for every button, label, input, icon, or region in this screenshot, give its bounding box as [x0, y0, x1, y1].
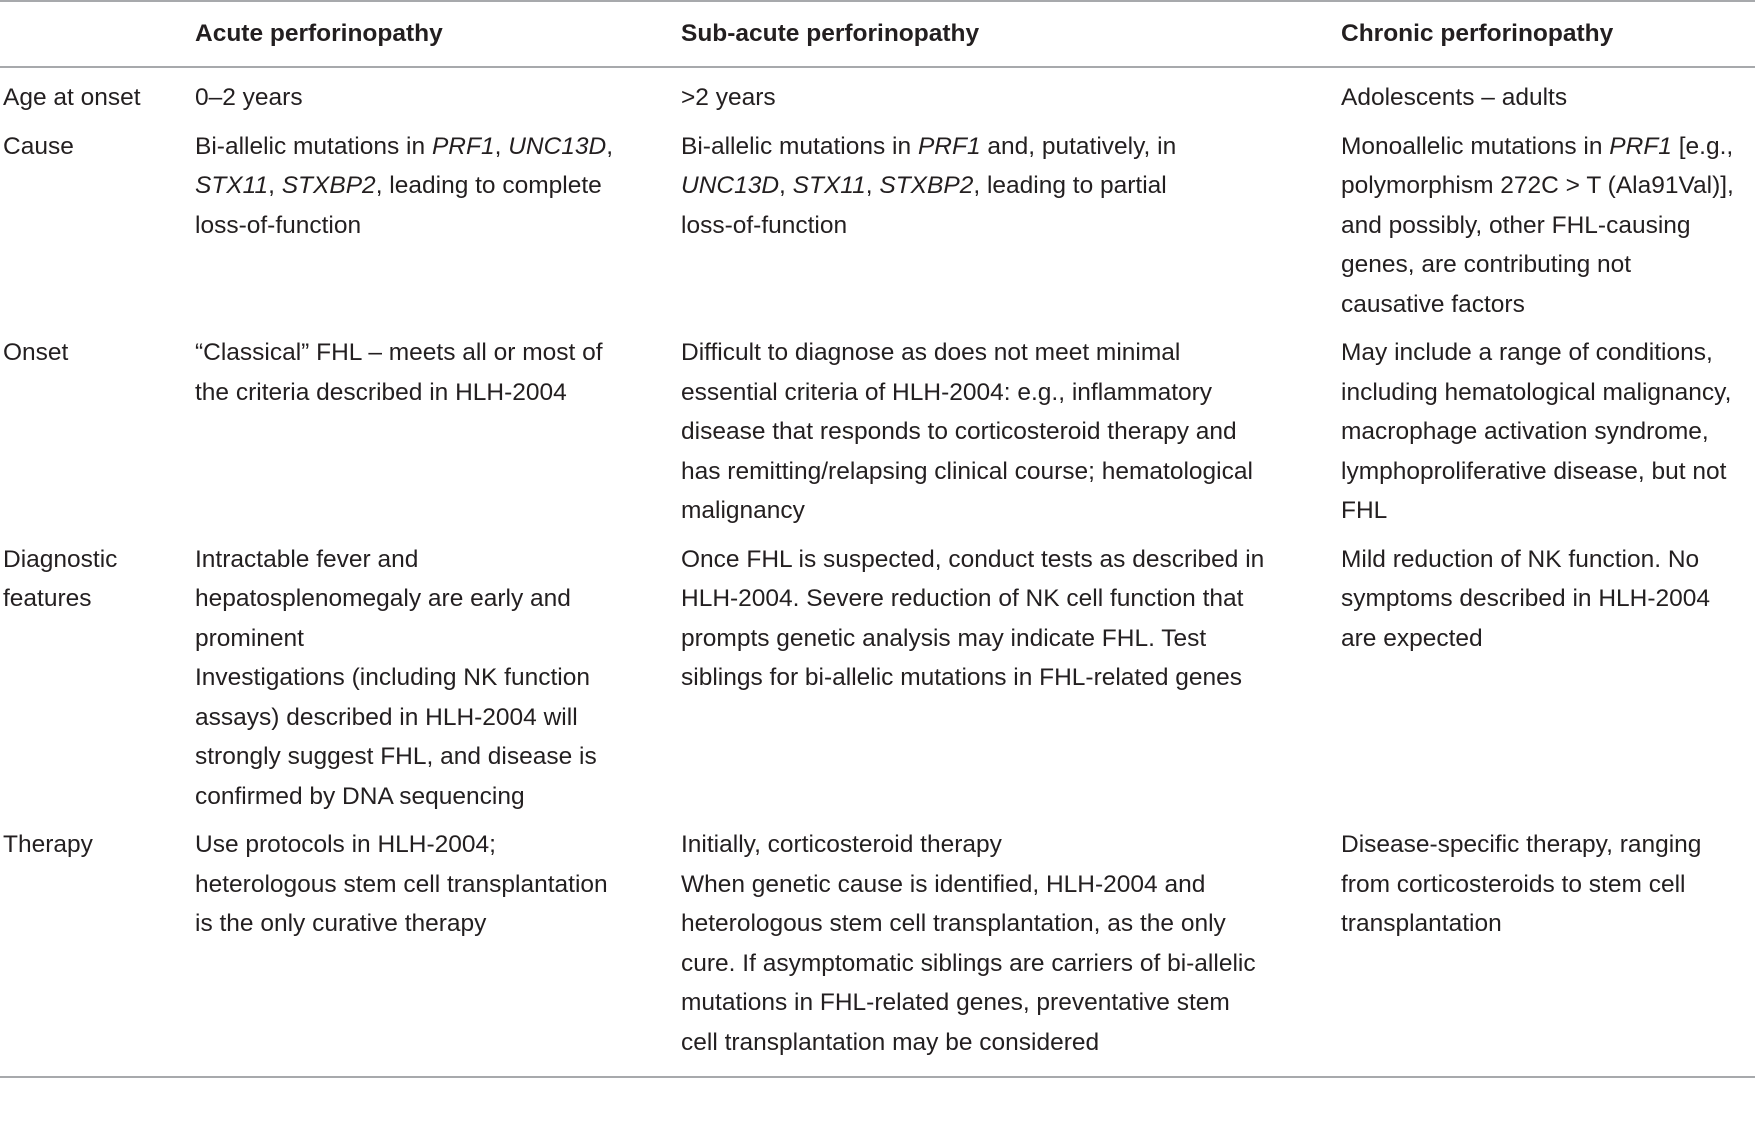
- cell-text-segment: ,: [494, 132, 509, 160]
- cell-text-line: Therapy: [3, 831, 93, 858]
- cell-text-segment: and possibly, other FHL-causing: [1341, 211, 1691, 239]
- cell-text-line: Intractable fever and: [195, 545, 419, 573]
- cell-text-line: “Classical” FHL – meets all or most of: [195, 339, 603, 366]
- cell-text-line: transplantation: [1341, 910, 1502, 937]
- row-diagnostic-features: [0, 540, 1755, 826]
- cell-text-segment: polymorphism 272C > T (Ala91Val)],: [1341, 172, 1734, 199]
- acute-cell: [195, 825, 681, 1077]
- cell-text-line: [681, 166, 1341, 206]
- cell-text-line: features: [3, 585, 92, 612]
- subacute-cell: [681, 127, 1341, 334]
- cell-text-line: [1341, 166, 1755, 206]
- cell-text-segment: causative factors: [1341, 290, 1525, 318]
- cell-text-line: [195, 166, 681, 206]
- header-acute: Acute perforinopathy: [195, 20, 443, 48]
- gene-name: UNC13D: [508, 132, 607, 160]
- header-subacute: Sub-acute perforinopathy: [681, 20, 980, 48]
- cell-text-line: macrophage activation syndrome,: [1341, 418, 1709, 445]
- cell-text-line: 0–2 years: [195, 84, 303, 111]
- cell-text-line: from corticosteroids to stem cell: [1341, 870, 1686, 898]
- cell-text-line: lymphoproliferative disease, but not: [1341, 457, 1727, 485]
- gene-name: PRF1: [1609, 132, 1672, 160]
- row-label-cell: [0, 540, 195, 826]
- cell-text-line: [1341, 127, 1755, 167]
- cell-text-line: Cause: [3, 132, 74, 160]
- cell-text-line: cure. If asymptomatic siblings are carriers of bi-allelic: [681, 949, 1256, 977]
- cell-text-line: essential criteria of HLH-2004: e.g., inflammatory: [681, 378, 1213, 406]
- cell-text-segment: ,: [268, 172, 282, 199]
- cell-text-line: Investigations (including NK function: [195, 664, 590, 691]
- cell-text-segment: , leading to partial: [973, 172, 1167, 199]
- cell-text-line: >2 years: [681, 84, 776, 111]
- cell-text-line: including hematological malignancy,: [1341, 378, 1732, 406]
- row-label-cell: [0, 825, 195, 1077]
- cell-text-segment: loss-of-function: [195, 211, 362, 239]
- cell-text-line: assays) described in HLH-2004 will: [195, 703, 578, 731]
- cell-text-line: When genetic cause is identified, HLH-2004 and: [681, 870, 1206, 898]
- chronic-cell: [1341, 67, 1755, 127]
- subacute-cell: [681, 333, 1341, 540]
- acute-cell: [195, 333, 681, 540]
- gene-name: STX11: [195, 172, 269, 199]
- header-row: [0, 1, 1755, 67]
- cell-text-line: the criteria described in HLH-2004: [195, 378, 567, 406]
- table-header: [0, 1, 1755, 67]
- cell-text-segment: ,: [606, 132, 614, 160]
- cell-text-segment: [e.g.,: [1671, 132, 1734, 160]
- cell-text-line: HLH-2004. Severe reduction of NK cell function that: [681, 585, 1244, 612]
- acute-cell: [195, 540, 681, 826]
- cell-text-line: Disease-specific therapy, ranging: [1341, 831, 1702, 858]
- cell-text-line: symptoms described in HLH-2004: [1341, 585, 1711, 612]
- cell-text-line: prominent: [195, 624, 304, 652]
- header-empty-cell: [0, 1, 195, 67]
- cell-text-segment: , leading to complete: [375, 172, 602, 199]
- cell-text-line: [1341, 206, 1755, 246]
- row-age-at-onset: [0, 67, 1755, 127]
- cell-text-line: Onset: [3, 339, 69, 366]
- cell-text-line: [681, 206, 1341, 246]
- cell-text-line: confirmed by DNA sequencing: [195, 782, 525, 810]
- chronic-cell: [1341, 333, 1755, 540]
- chronic-cell: [1341, 540, 1755, 826]
- row-label-cell: [0, 333, 195, 540]
- cell-text-line: [195, 206, 681, 246]
- cell-text-line: mutations in FHL-related genes, preventative stem: [681, 989, 1230, 1016]
- row-therapy: [0, 825, 1755, 1077]
- cell-text-segment: Monoallelic mutations in: [1341, 132, 1610, 160]
- cell-text-line: has remitting/relapsing clinical course; hematological: [681, 457, 1253, 485]
- gene-name: STX11: [792, 172, 866, 199]
- cell-text-line: Difficult to diagnose as does not meet minimal: [681, 339, 1181, 366]
- cell-text-segment: Bi-allelic mutations in: [681, 132, 918, 160]
- cell-text-line: is the only curative therapy: [195, 910, 487, 937]
- row-label-cell: [0, 127, 195, 334]
- cell-text-line: disease that responds to corticosteroid therapy and: [681, 418, 1237, 445]
- cell-text-line: prompts genetic analysis may indicate FHL. Test: [681, 624, 1207, 652]
- cell-text-line: malignancy: [681, 497, 805, 524]
- cell-text-segment: ,: [865, 172, 880, 199]
- cell-text-segment: and, putatively, in: [980, 132, 1177, 160]
- subacute-cell: [681, 67, 1341, 127]
- table-body: [0, 67, 1755, 1077]
- subacute-cell: [681, 540, 1341, 826]
- gene-name: PRF1: [917, 132, 981, 160]
- row-label-cell: [0, 67, 195, 127]
- row-onset: [0, 333, 1755, 540]
- cell-text-segment: genes, are contributing not: [1341, 251, 1632, 278]
- cell-text-segment: Bi-allelic mutations in: [195, 132, 432, 160]
- cell-text-line: Adolescents – adults: [1341, 84, 1568, 111]
- cell-text-line: hepatosplenomegaly are early and: [195, 585, 571, 612]
- cell-text-line: FHL: [1341, 497, 1388, 524]
- cell-text-line: [1341, 285, 1755, 325]
- gene-name: PRF1: [431, 132, 495, 160]
- cell-text-line: Use protocols in HLH-2004;: [195, 831, 496, 858]
- cell-text-line: cell transplantation may be considered: [681, 1028, 1100, 1056]
- row-cause: [0, 127, 1755, 334]
- chronic-cell: [1341, 825, 1755, 1077]
- cell-text-line: [681, 127, 1341, 167]
- cell-text-segment: loss-of-function: [681, 211, 848, 239]
- cell-text-line: Diagnostic: [3, 545, 118, 573]
- cell-text-segment: ,: [779, 172, 793, 199]
- cell-text-line: [1341, 245, 1755, 285]
- gene-name: STXBP2: [879, 172, 974, 199]
- acute-cell: [195, 67, 681, 127]
- cell-text-line: Mild reduction of NK function. No: [1341, 545, 1700, 573]
- cell-text-line: May include a range of conditions,: [1341, 339, 1713, 366]
- header-chronic: Chronic perforinopathy: [1341, 20, 1614, 48]
- cell-text-line: Age at onset: [3, 84, 141, 111]
- acute-cell: [195, 127, 681, 334]
- cell-text-line: [195, 127, 681, 167]
- cell-text-line: Once FHL is suspected, conduct tests as described in: [681, 545, 1265, 573]
- chronic-cell: [1341, 127, 1755, 334]
- gene-name: STXBP2: [281, 172, 376, 199]
- cell-text-line: siblings for bi-allelic mutations in FHL-related genes: [681, 664, 1243, 691]
- cell-text-line: Initially, corticosteroid therapy: [681, 831, 1002, 858]
- cell-text-line: strongly suggest FHL, and disease is: [195, 743, 597, 770]
- cell-text-line: are expected: [1341, 624, 1483, 652]
- cell-text-line: heterologous stem cell transplantation, as the only: [681, 910, 1226, 937]
- gene-name: UNC13D: [681, 172, 780, 199]
- cell-text-line: heterologous stem cell transplantation: [195, 870, 608, 898]
- subacute-cell: [681, 825, 1341, 1077]
